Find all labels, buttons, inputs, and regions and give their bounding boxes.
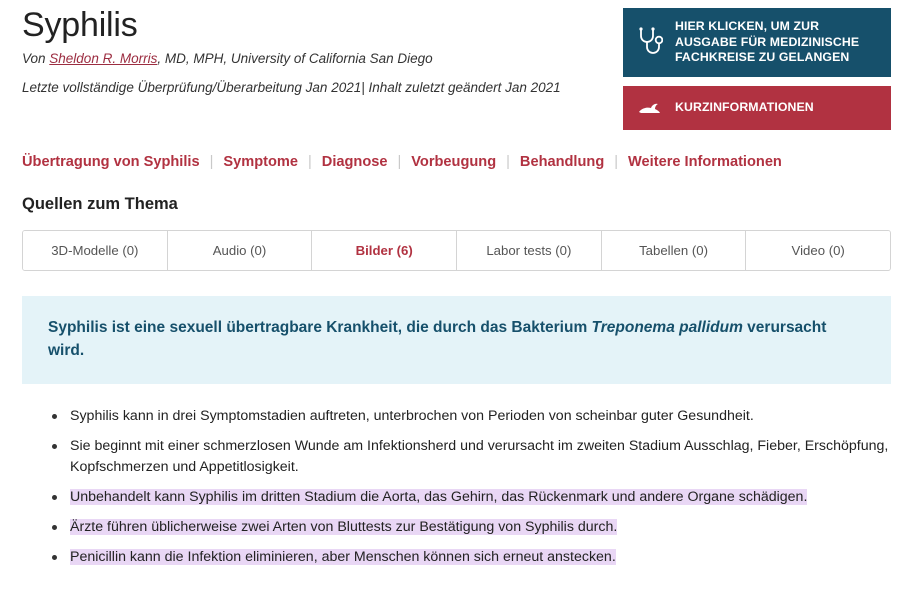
title-block [22, 6, 612, 98]
byline-suffix: , MD, MPH, University of California San Diego [157, 51, 433, 66]
tab-tables[interactable]: Tabellen (0) [602, 231, 747, 270]
callout-text-part2: verursacht wird. [48, 318, 827, 360]
tab-lab-tests[interactable]: Labor tests (0) [457, 231, 602, 270]
rabbit-icon [637, 99, 663, 117]
key-point-text-highlighted: Unbehandelt kann Syphilis im dritten Stadium die Aorta, das Gehirn, das Rückenmark und andere Organe schädigen. [70, 488, 808, 505]
nav-separator: | [209, 153, 214, 170]
quick-facts-label: KURZINFORMATIONEN [675, 100, 814, 115]
revision-date: Letzte vollständige Überprüfung/Überarbeitung Jan 2021| Inhalt zuletzt geändert Jan 2021 [22, 80, 561, 95]
nav-separator: | [397, 153, 402, 170]
list-item [52, 517, 891, 538]
article-header [22, 0, 891, 130]
professional-edition-button[interactable] [623, 8, 891, 77]
nav-separator: | [307, 153, 312, 170]
summary-callout [22, 296, 891, 385]
page-title: Syphilis [22, 6, 138, 44]
section-nav [22, 154, 891, 170]
callout-pathogen-name: Treponema pallidum [591, 318, 743, 336]
tab-audio[interactable]: Audio (0) [168, 231, 313, 270]
section-nav-item-3[interactable]: Vorbeugung [411, 153, 497, 170]
section-nav-item-5[interactable]: Weitere Informationen [628, 153, 782, 170]
section-nav-item-2[interactable]: Diagnose [321, 153, 388, 170]
key-point-text: Syphilis kann in drei Symptomstadien auftreten, unterbrochen von Perioden von scheinbar guter Gesundheit. [70, 408, 754, 425]
section-nav-item-4[interactable]: Behandlung [519, 153, 605, 170]
quick-facts-button[interactable] [623, 86, 891, 130]
key-point-text-highlighted: Penicillin kann die Infektion eliminieren, aber Menschen können sich erneut anstecken. [70, 548, 616, 565]
list-item [52, 547, 891, 568]
professional-edition-label: HIER KLICKEN, UM ZUR AUSGABE FÜR MEDIZINISCHE FACHKREISE ZU GELANGEN [675, 19, 860, 65]
callout-text-part1: Syphilis ist eine sexuell übertragbare Krankheit, die durch das Bakterium [48, 318, 592, 336]
promo-buttons [623, 6, 891, 130]
byline [22, 51, 612, 66]
key-point-text-highlighted: Ärzte führen üblicherweise zwei Arten von Bluttests zur Bestätigung von Syphilis durch. [70, 518, 618, 535]
list-item [52, 487, 891, 508]
list-item [52, 406, 891, 427]
tab-3d-models[interactable]: 3D-Modelle (0) [23, 231, 168, 270]
byline-prefix: Von [22, 51, 50, 66]
section-nav-item-0[interactable]: Übertragung von Syphilis [22, 153, 200, 170]
resource-tabs [22, 230, 891, 271]
list-item [52, 436, 891, 478]
tab-video[interactable]: Video (0) [746, 231, 890, 270]
key-point-text: Sie beginnt mit einer schmerzlosen Wunde am Infektionsherd und verursacht im zweiten Stadium Ausschlag, Fieber, Erschöpfung, Kopfschmerzen und Appetitlosigkeit. [70, 438, 889, 476]
key-points-list [22, 406, 891, 567]
stethoscope-icon [637, 27, 663, 57]
tab-images[interactable]: Bilder (6) [312, 231, 457, 270]
nav-separator: | [506, 153, 510, 170]
author-link[interactable]: Sheldon R. Morris [49, 51, 158, 66]
resources-heading: Quellen zum Thema [22, 194, 178, 213]
section-nav-item-1[interactable]: Symptome [223, 153, 298, 170]
nav-separator: | [614, 153, 619, 170]
